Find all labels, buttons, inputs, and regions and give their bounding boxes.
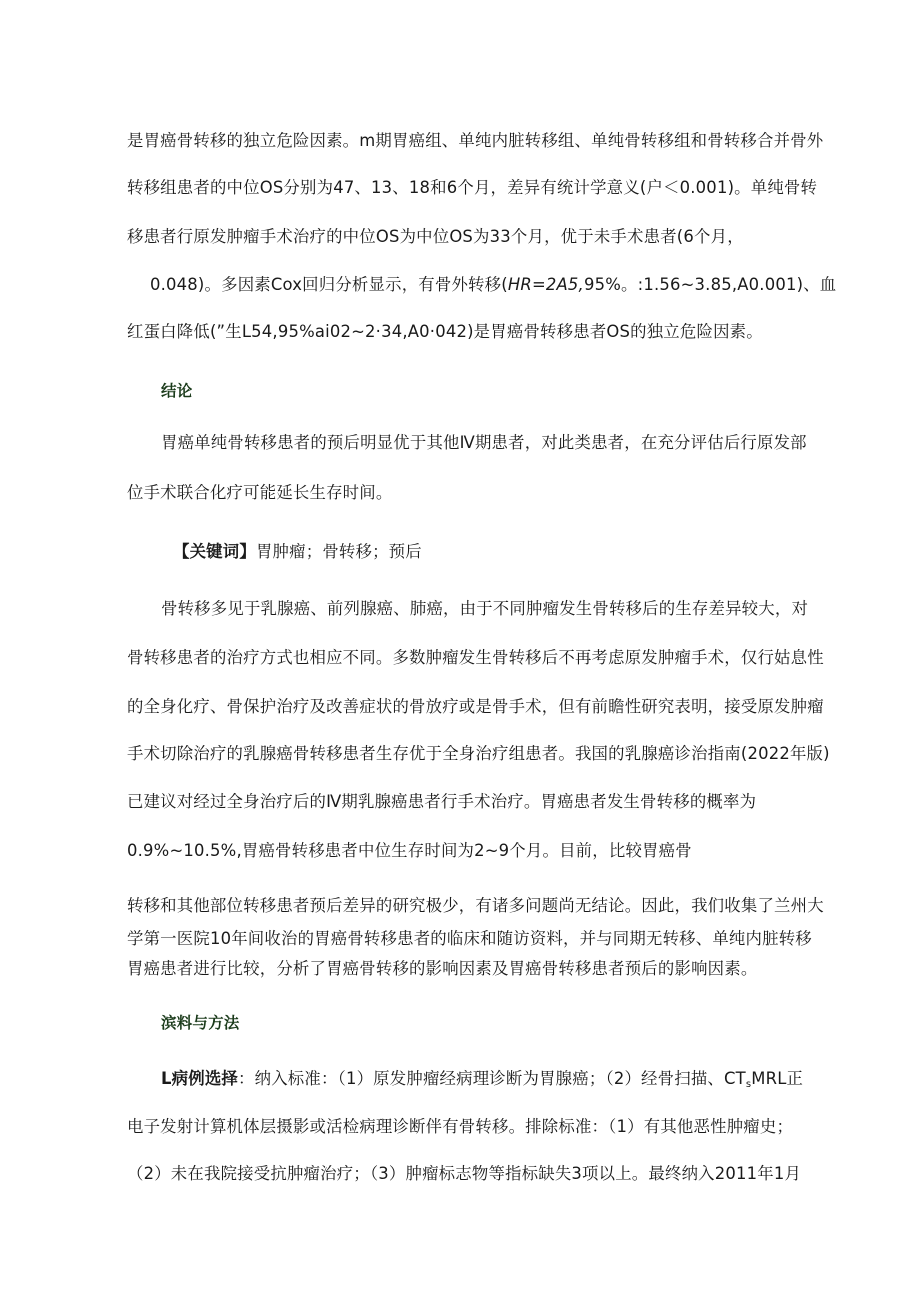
section-heading-methods: 滨料与方法: [161, 1014, 240, 1032]
text-line: [150, 274, 836, 296]
text-span: MRL正: [751, 1069, 804, 1088]
text-line: 红蛋白降低(”生L54,95%ai02~2·34,A0·042)是胃癌骨转移患者OS的独立危险因素。: [127, 322, 763, 341]
text-line: 胃癌单纯骨转移患者的预后明显优于其他Ⅳ期患者，对此类患者，在充分评估后行原发部: [161, 433, 807, 452]
text-line: 骨转移患者的治疗方式也相应不同。多数肿瘤发生骨转移后不再考虑原发肿瘤手术，仅行姑息性: [127, 648, 824, 667]
case-selection-label: L病例选择: [161, 1069, 239, 1088]
text-line: 0.9%~10.5%,胃癌骨转移患者中位生存时间为2~9个月。目前，比较胃癌骨: [127, 841, 692, 860]
keywords-label: 【关键词】: [173, 542, 256, 561]
text-line: 移患者行原发肿瘤手术治疗的中位OS为中位OS为33个月，优于未手术患者(6个月，: [127, 227, 744, 246]
text-line: 转移组患者的中位OS分别为47、13、18和6个月，差异有统计学意义(户＜0.001)。单纯骨转: [127, 178, 818, 197]
text-line: 转移和其他部位转移患者预后差异的研究极少，有诸多问题尚无结论。因此，我们收集了兰州大: [127, 896, 824, 915]
text-line: 手术切除治疗的乳腺癌骨转移患者生存优于全身治疗组患者。我国的乳腺癌诊治指南(2022年版): [127, 744, 830, 763]
text-line: 胃癌患者进行比较，分析了胃癌骨转移的影响因素及胃癌骨转移患者预后的影响因素。: [127, 959, 758, 978]
keywords-line: [173, 541, 422, 563]
text-line: 学第一医院10年间收治的胃癌骨转移患者的临床和随访资料，并与同期无转移、单纯内脏转移: [127, 929, 812, 948]
text-line: 电子发射计算机体层摄影或活检病理诊断伴有骨转移。排除标准：（1）有其他恶性肿瘤史；: [127, 1117, 794, 1136]
keywords-text: 胃肿瘤；骨转移；预后: [255, 542, 422, 561]
text-span: 0.048)。多因素Cox回归分析显示，有骨外转移(: [150, 275, 508, 294]
text-line: 的全身化疗、骨保护治疗及改善症状的骨放疗或是骨手术，但有前瞻性研究表明，接受原发肿瘤: [127, 697, 824, 716]
subscript: s: [745, 1079, 752, 1090]
section-heading-conclusion: 结论: [161, 382, 193, 400]
text-span: 95%。:1.56~3.85,A0.001)、血: [583, 275, 837, 294]
hazard-ratio: HR=2A5,: [507, 275, 584, 294]
text-line: 已建议对经过全身治疗后的Ⅳ期乳腺癌患者行手术治疗。胃癌患者发生骨转移的概率为: [127, 792, 757, 811]
text-span: ：纳入标准：（1）原发肿瘤经病理诊断为胃腺癌；（2）经骨扫描、CT: [238, 1069, 746, 1088]
text-line: 是胃癌骨转移的独立危险因素。m期胃癌组、单纯内脏转移组、单纯骨转移组和骨转移合并骨外: [127, 131, 824, 150]
text-line: [161, 1068, 803, 1096]
text-line: 位手术联合化疗可能延长生存时间。: [127, 483, 393, 502]
text-line: （2）未在我院接受抗肿瘤治疗；（3）肿瘤标志物等指标缺失3项以上。最终纳入2011年1月: [127, 1164, 802, 1183]
text-line: 骨转移多见于乳腺癌、前列腺癌、肺癌，由于不同肿瘤发生骨转移后的生存差异较大，对: [161, 599, 809, 618]
